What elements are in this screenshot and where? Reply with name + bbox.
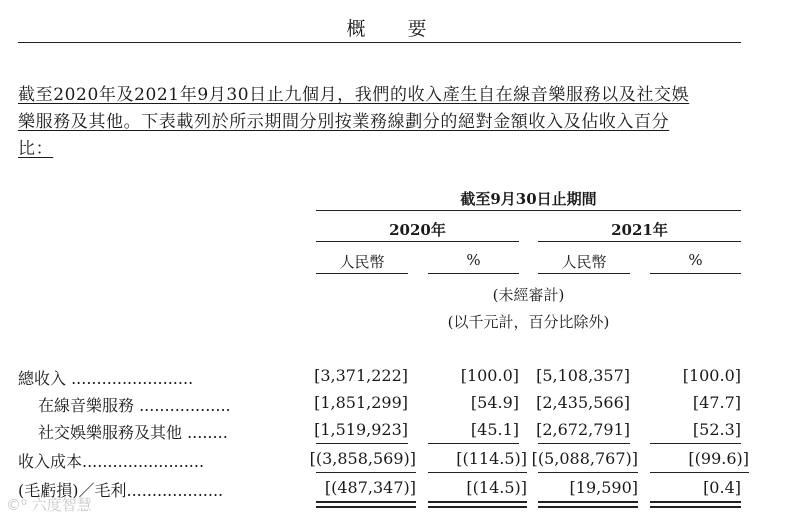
row-social-entertainment-label: 社交娛樂服務及其他 ........	[38, 423, 228, 442]
sub-rule-1	[316, 273, 408, 274]
table-cell: [(114.5)]	[456, 449, 527, 468]
intro-line-2: 樂服務及其他。下表載列於所示期間分別按業務線劃分的絕對金額收入及佔收入百分	[18, 112, 670, 132]
subtotal-rule-2	[428, 443, 519, 444]
double-rule-4a	[650, 501, 741, 503]
watermark: ©⁰ 六度智慧	[6, 496, 92, 514]
table-cell: [100.0]	[460, 366, 519, 385]
gross-rule-3	[538, 472, 638, 473]
gross-rule-4	[650, 472, 749, 473]
year-2021-header: 2021年	[611, 221, 668, 239]
double-rule-2a	[428, 501, 527, 503]
table-cell: [2,435,566]	[536, 393, 630, 412]
subtotal-rule-3	[538, 443, 630, 444]
intro-line-1: 截至2020年及2021年9月30日止九個月，我們的收入產生自在線音樂服務以及社交娛	[18, 85, 690, 105]
table-cell: [45.1]	[470, 420, 519, 439]
table-cell: [19,590]	[569, 478, 638, 497]
double-rule-1b	[316, 506, 416, 508]
table-cell: [(3,858,569)]	[309, 449, 416, 468]
table-cell: [5,108,357]	[536, 366, 630, 385]
percent-header-2021: %	[688, 251, 703, 269]
table-cell: [3,371,222]	[314, 366, 408, 385]
row-cost-of-revenue-label: 收入成本........................	[18, 452, 205, 471]
row-total-revenue-label: 總收入 ........................	[18, 369, 194, 388]
sub-rule-4	[650, 273, 741, 274]
double-rule-3b	[538, 506, 638, 508]
currency-header-2021: 人民幣	[561, 253, 607, 271]
double-rule-1a	[316, 501, 416, 503]
currency-header-2020: 人民幣	[339, 253, 385, 271]
unaudited-note: (未經審計)	[492, 286, 565, 304]
sub-rule-2	[428, 273, 519, 274]
row-online-music-label: 在線音樂服務 ..................	[38, 396, 231, 415]
table-cell: [(14.5)]	[466, 478, 527, 497]
table-cell: [1,851,299]	[314, 393, 408, 412]
table-cell: [0.4]	[703, 478, 741, 497]
double-rule-2b	[428, 506, 527, 508]
table-cell: [1,519,923]	[314, 420, 408, 439]
intro-line-3: 比：	[18, 139, 54, 159]
table-cell: [2,672,791]	[536, 420, 630, 439]
table-cell: [(5,088,767)]	[531, 449, 638, 468]
subtotal-rule-1	[316, 443, 408, 444]
double-rule-4b	[650, 506, 741, 508]
table-cell: [54.9]	[470, 393, 519, 412]
table-cell: [47.7]	[692, 393, 741, 412]
units-note: (以千元計，百分比除外)	[447, 313, 610, 331]
subtotal-rule-4	[650, 443, 741, 444]
row-gross-profit-label: (毛虧損)／毛利...................	[18, 481, 224, 500]
table-cell: [(487,347)]	[324, 478, 416, 497]
year-2020-header: 2020年	[389, 221, 446, 239]
gross-rule-1	[316, 472, 416, 473]
section-title: 概 要	[346, 18, 445, 40]
sub-rule-3	[538, 273, 630, 274]
year-2021-rule	[538, 241, 741, 242]
title-rule	[18, 42, 741, 43]
table-cell: [52.3]	[692, 420, 741, 439]
gross-rule-2	[428, 472, 527, 473]
table-cell: [(99.6)]	[688, 449, 749, 468]
table-cell: [100.0]	[682, 366, 741, 385]
period-header: 截至9月30日止期間	[460, 190, 597, 208]
double-rule-3a	[538, 501, 638, 503]
year-2020-rule	[316, 241, 519, 242]
period-rule	[316, 210, 741, 211]
percent-header-2020: %	[466, 251, 481, 269]
